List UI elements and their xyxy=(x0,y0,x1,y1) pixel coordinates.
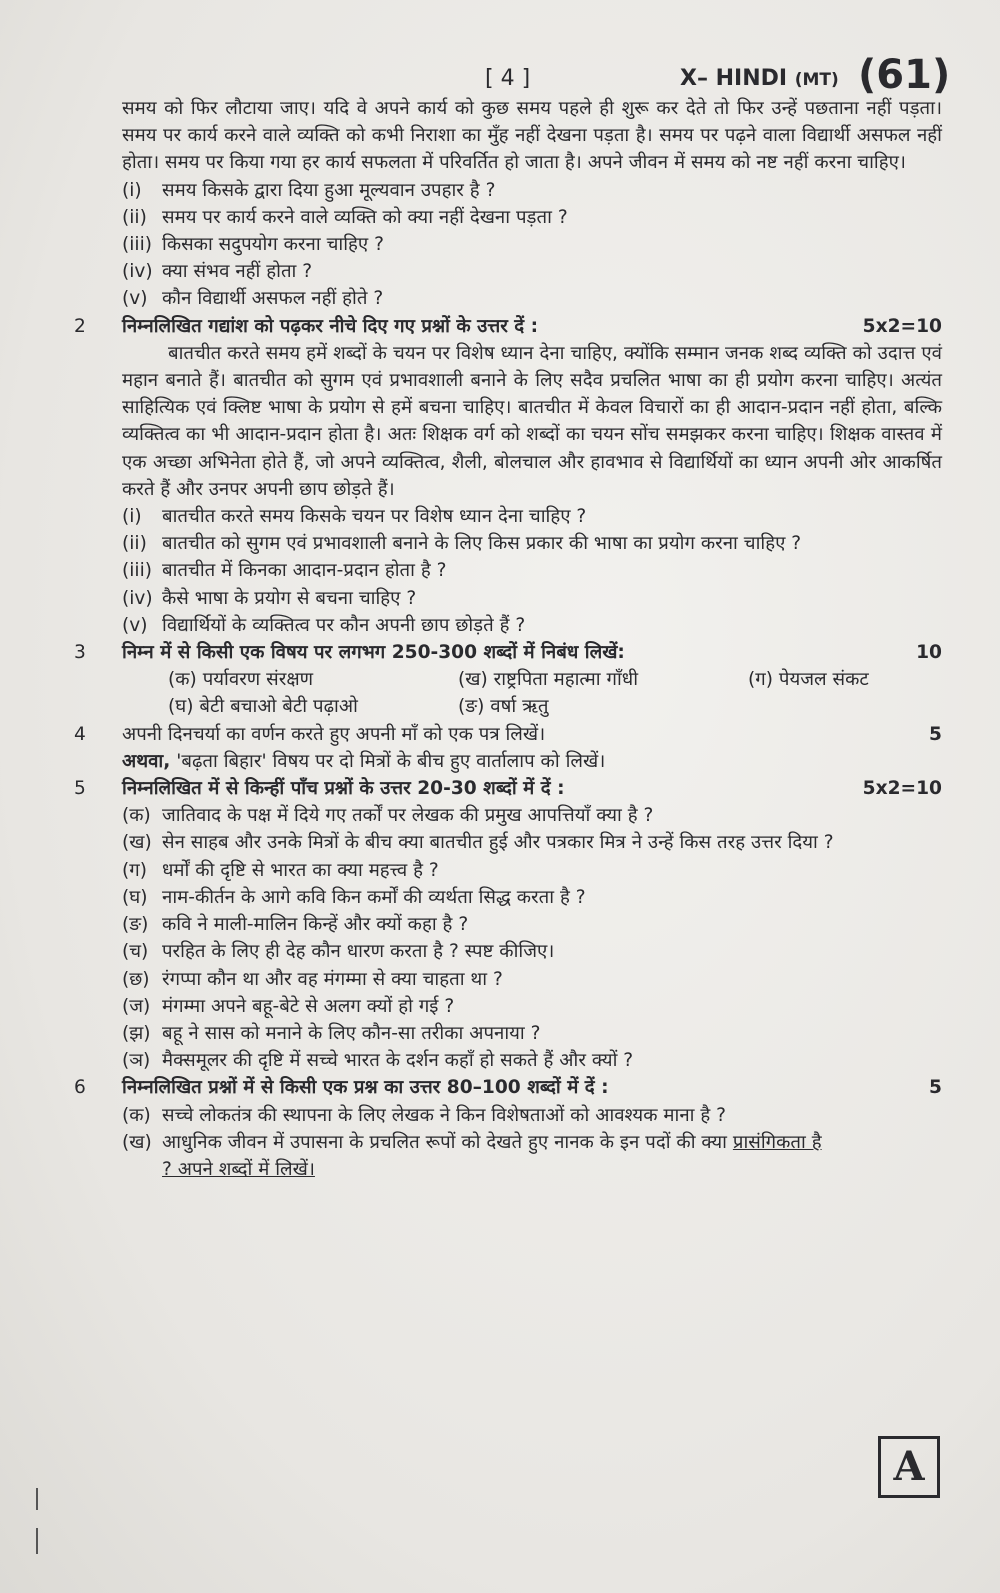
list-item xyxy=(122,938,942,965)
list-item xyxy=(122,231,942,258)
page-header xyxy=(0,52,1000,98)
list-item xyxy=(122,612,942,639)
item-text: मैक्समूलर की दृष्टि में सच्चे भारत के दर्शन कहाँ हो सकते हैं और क्यों ? xyxy=(162,1050,634,1072)
list-item xyxy=(122,966,942,993)
item-label: (i) xyxy=(122,506,142,528)
item-label: (ii) xyxy=(122,206,147,228)
page-number: [ 4 ] xyxy=(485,66,531,91)
item-text: रंगप्पा कौन था और वह मंगम्मा से क्या चाहता था ? xyxy=(162,968,503,990)
passage1-questions xyxy=(122,177,942,313)
item-label: (क) xyxy=(122,1104,151,1126)
item-text: कवि ने माली-मालिन किन्हें और क्यों कहा है ? xyxy=(162,914,469,936)
item-text: मंगम्मा अपने बहू-बेटे से अलग क्यों हो गई ? xyxy=(162,995,455,1017)
q3-heading xyxy=(74,639,942,666)
question-marks: 10 xyxy=(916,642,942,664)
paper-code-main: X– HINDI xyxy=(680,66,795,91)
item-text: समय पर कार्य करने वाले व्यक्ति को क्या नहीं देखना पड़ता ? xyxy=(162,206,568,228)
question-number: 3 xyxy=(74,642,86,664)
question-title: निम्नलिखित गद्यांश को पढ़कर नीचे दिए गए प्रश्नों के उत्तर दें : xyxy=(122,315,539,337)
or-text: 'बढ़ता बिहार' विषय पर दो मित्रों के बीच हुए वार्तालाप को लिखें। xyxy=(170,750,606,772)
essay-option: (ख) राष्ट्रपिता महात्मा गाँधी xyxy=(458,669,639,691)
item-text: सेन साहब और उनके मित्रों के बीच क्या बातचीत हुई और पत्रकार मित्र ने उन्हें किस तरह उत्तर दिया ? xyxy=(162,832,834,854)
list-item xyxy=(122,1102,942,1129)
item-text: किसका सदुपयोग करना चाहिए ? xyxy=(162,234,384,256)
item-label: (घ) xyxy=(122,886,148,908)
item-text: क्या संभव नहीं होता ? xyxy=(162,261,313,283)
essay-option: (ग) पेयजल संकट xyxy=(748,669,869,691)
item-text: धर्मों की दृष्टि से भारत का क्या महत्त्व है ? xyxy=(162,859,439,881)
margin-mark xyxy=(36,1528,38,1554)
question-marks: 5 xyxy=(929,723,942,745)
q6-heading xyxy=(74,1074,942,1101)
question-title: निम्नलिखित में से किन्हीं पाँच प्रश्नों के उत्तर 20-30 शब्दों में दें : xyxy=(122,778,565,800)
question-number: 6 xyxy=(74,1077,86,1099)
question-content xyxy=(74,95,942,1183)
list-item xyxy=(122,802,942,829)
list-item xyxy=(122,1020,942,1047)
item-label: (iii) xyxy=(122,234,153,256)
item-label: (छ) xyxy=(122,968,150,990)
set-number: (61) xyxy=(858,52,951,98)
set-stamp: A xyxy=(878,1436,940,1498)
list-item xyxy=(122,204,942,231)
item-label: (च) xyxy=(122,941,149,963)
q3-options-row1 xyxy=(122,666,942,693)
q2-passage: बातचीत करते समय हमें शब्दों के चयन पर विशेष ध्यान देना चाहिए, क्योंकि सम्मान जनक शब्द व्यक्ति को उदात्त एवं महान बनाते हैं। बातचीत को सुगम एवं प्रभावशाली बनाने के लिए सदैव प्रचलित भाषा का ही प्रयोग करना चाहिए। अत्यंत साहित्यिक एवं क्लिष्ट भाषा के प्रयोग से हमें बचना चाहिए। बातचीत में केवल विचारों का ही आदान-प्रदान नहीं होता, बल्कि व्यक्तित्व का भी आदान-प्रदान होता है। अतः शिक्षक वर्ग को शब्दों का चयन सोंच समझकर करना चाहिए। शिक्षक वास्तव में एक अच्छा अभिनेता होते हैं, जो अपने व्यक्तित्व, शैली, बोलचाल और हावभाव से विद्यार्थियों का ध्यान अपनी ओर आकर्षित करते हैं और उनपर अपनी छाप छोड़ते हैं। xyxy=(122,342,942,500)
item-text: बातचीत में किनका आदान-प्रदान होता है ? xyxy=(162,560,447,582)
question-marks: 5 xyxy=(929,1077,942,1099)
question-number: 5 xyxy=(74,778,86,800)
q4-heading xyxy=(74,721,942,748)
item-text xyxy=(162,1129,822,1183)
list-item xyxy=(122,177,942,204)
list-item xyxy=(122,258,942,285)
item-text: परहित के लिए ही देह कौन धारण करता है ? स्पष्ट कीजिए। xyxy=(162,941,555,963)
item-label: (iv) xyxy=(122,261,153,283)
item-text-part: आधुनिक जीवन में उपासना के प्रचलित रूपों को देखते हुए नानक के इन पदों की क्या xyxy=(162,1131,733,1153)
item-text: विद्यार्थियों के व्यक्तित्व पर कौन अपनी छाप छोड़ते हैं ? xyxy=(162,614,526,636)
list-item xyxy=(122,857,942,884)
list-item xyxy=(122,285,942,312)
item-label: (ज) xyxy=(122,995,151,1017)
item-text: समय किसके द्वारा दिया हुआ मूल्यवान उपहार है ? xyxy=(162,179,496,201)
item-label: (v) xyxy=(122,614,148,636)
or-label: अथवा, xyxy=(122,750,171,772)
essay-option: (ङ) वर्षा ऋतु xyxy=(458,696,549,718)
item-label: (ii) xyxy=(122,533,147,555)
item-text: सच्चे लोकतंत्र की स्थापना के लिए लेखक ने किन विशेषताओं को आवश्यक माना है ? xyxy=(162,1104,727,1126)
item-text: कौन विद्यार्थी असफल नहीं होते ? xyxy=(162,288,384,310)
paper-code-suffix: (MT) xyxy=(794,70,839,90)
list-item xyxy=(122,530,942,557)
item-text: नाम-कीर्तन के आगे कवि किन कर्मों की व्यर्थता सिद्ध करता है ? xyxy=(162,886,586,908)
item-text-underlined: प्रासंगिकता है ? अपने शब्दों में लिखें। xyxy=(162,1131,822,1180)
item-label: (i) xyxy=(122,179,142,201)
question-number: 2 xyxy=(74,315,86,337)
essay-option: (घ) बेटी बचाओ बेटी पढ़ाओ xyxy=(168,696,358,718)
item-label: (iv) xyxy=(122,587,153,609)
item-label: (क) xyxy=(122,805,151,827)
item-label: (ख) xyxy=(122,1131,152,1153)
item-text: कैसे भाषा के प्रयोग से बचना चाहिए ? xyxy=(162,587,417,609)
question-number: 4 xyxy=(74,723,86,745)
question-marks: 5x2=10 xyxy=(862,315,942,337)
q3-options-row2 xyxy=(122,693,942,720)
margin-mark xyxy=(36,1488,38,1510)
item-text: जातिवाद के पक्ष में दिये गए तर्कों पर लेखक की प्रमुख आपत्तियाँ क्या है ? xyxy=(162,805,654,827)
list-item xyxy=(122,585,942,612)
q5-heading xyxy=(74,775,942,802)
question-title: निम्न में से किसी एक विषय पर लगभग 250-300 शब्दों में निबंध लिखें: xyxy=(122,642,625,664)
item-label: (झ) xyxy=(122,1022,151,1044)
list-item xyxy=(122,993,942,1020)
q5-questions xyxy=(122,802,942,1074)
item-text: बहू ने सास को मनाने के लिए कौन-सा तरीका अपनाया ? xyxy=(162,1022,541,1044)
q2-questions xyxy=(122,503,942,639)
list-item xyxy=(122,1047,942,1074)
list-item xyxy=(122,829,942,856)
item-label: (ञ) xyxy=(122,1050,151,1072)
item-label: (ख) xyxy=(122,832,152,854)
list-item xyxy=(122,884,942,911)
question-marks: 5x2=10 xyxy=(862,778,942,800)
essay-option: (क) पर्यावरण संरक्षण xyxy=(168,669,314,691)
q4-alternative xyxy=(122,748,942,775)
item-label: (ङ) xyxy=(122,914,149,936)
item-label: (ग) xyxy=(122,859,147,881)
q2-heading xyxy=(74,313,942,340)
passage1-text: समय को फिर लौटाया जाए। यदि वे अपने कार्य को कुछ समय पहले ही शुरू कर देते तो फिर उन्हें पछताना नहीं पड़ता। समय पर कार्य करने वाले व्यक्ति को कभी निराशा का मुँह नहीं देखना पड़ता है। समय पर पढ़ने वाला विद्यार्थी असफल नहीं होता। समय पर किया गया हर कार्य सफलता में परिवर्तित हो जाता है। अपने जीवन में समय को नष्ट नहीं करना चाहिए। xyxy=(122,98,942,174)
item-text: बातचीत को सुगम एवं प्रभावशाली बनाने के लिए किस प्रकार की भाषा का प्रयोग करना चाहिए ? xyxy=(162,533,802,555)
paper-code xyxy=(680,66,839,91)
list-item xyxy=(122,557,942,584)
question-title: निम्नलिखित प्रश्नों में से किसी एक प्रश्न का उत्तर 80–100 शब्दों में दें : xyxy=(122,1077,609,1099)
item-label: (v) xyxy=(122,288,148,310)
item-text: बातचीत करते समय किसके चयन पर विशेष ध्यान देना चाहिए ? xyxy=(162,506,587,528)
list-item xyxy=(122,911,942,938)
item-label: (iii) xyxy=(122,560,153,582)
question-title: अपनी दिनचर्या का वर्णन करते हुए अपनी माँ को एक पत्र लिखें। xyxy=(122,723,546,745)
list-item xyxy=(122,503,942,530)
list-item xyxy=(122,1129,822,1183)
